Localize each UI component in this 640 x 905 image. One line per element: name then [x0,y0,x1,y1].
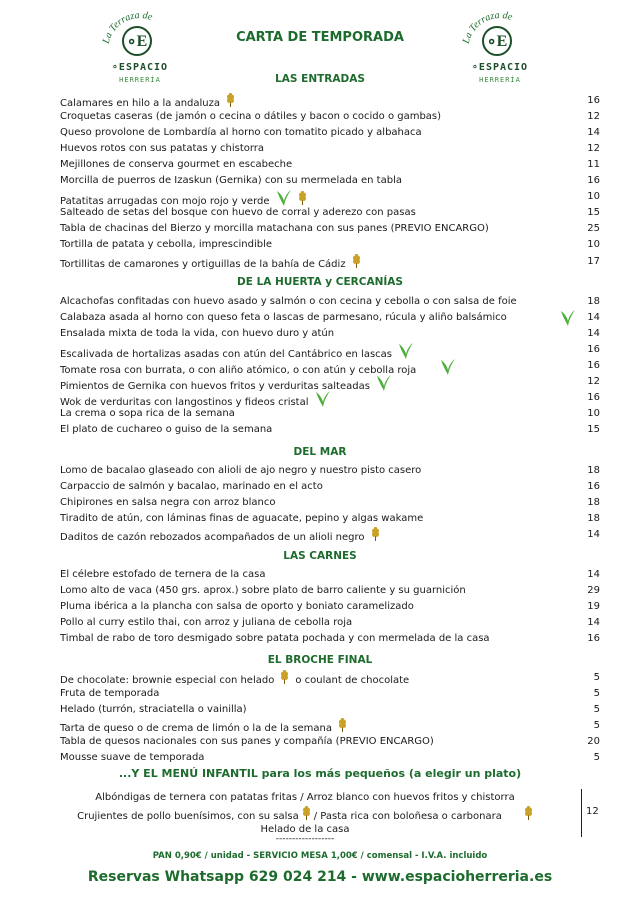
menu-item-price: 11 [587,159,600,171]
menu-item-text: Tomate rosa con burrata, o con aliño atómico, o con atún y cebolla roja [60,365,417,377]
menu-item [60,254,600,270]
kids-line-1: Albóndigas de ternera con patatas fritas / Arroz blanco con huevos fritos y chistorra [95,792,515,803]
section-mar: DEL MAR [293,446,347,458]
menu-item-text: Salteado de setas del bosque con huevo de corral y aderezo con pasas [60,207,416,219]
menu-item-name [60,599,414,615]
menu-item [60,583,600,599]
menu-item-text: Chipirones en salsa negra con arroz blanco [60,497,276,509]
menu-item-text: Timbal de rabo de toro desmigado sobre patata pochada y con mermelada de la casa [60,633,490,645]
menu-item-text: Tortilla de patata y cebolla, imprescindible [60,239,273,251]
menu-item [60,141,600,157]
menu-item [60,237,600,253]
menu-item-text: Helado (turrón, straciatella o vainilla) [60,704,247,716]
menu-item [60,157,600,173]
menu-item-text: La crema o sopa rica de la semana [60,408,235,420]
menu-item [60,93,600,109]
menu-item [60,342,600,361]
menu-item-price: 10 [587,239,600,251]
menu-item [60,406,600,422]
menu-item-text: De chocolate: brownie especial con helado [60,675,275,686]
menu-item-text: Lomo alto de vaca (450 grs. aprox.) sobre plato de barro caliente y su guarnición [60,585,466,597]
menu-item-name [60,750,204,766]
menu-item-text: Pluma ibérica a la plancha con salsa de oporto y boniato caramelizado [60,601,414,613]
menu-item-price: 5 [593,672,600,683]
menu-item [60,189,600,208]
menu-item [60,495,600,511]
menu-item-text: Escalivada de hortalizas asadas con atún del Cantábrico en lascas [60,349,393,361]
menu-item [60,310,600,326]
menu-item-price: 12 [587,111,600,123]
menu-item-price: 16 [587,344,600,356]
menu-item-text: El célebre estofado de ternera de la casa [60,569,266,580]
menu-item-text: Mousse suave de temporada [60,752,205,764]
logo-mark: ∘E [122,26,152,56]
menu-item-price: 16 [587,392,600,404]
menu-item-name [60,463,421,479]
menu-item [60,631,600,647]
menu-item-name [60,173,402,189]
menu-item-name [60,205,416,221]
svg-text:La Terraza de: La Terraza de [460,10,514,45]
menu-item-name [60,326,334,342]
menu-item-price: 16 [587,633,600,645]
menu-item-name [60,109,441,125]
menu-item-name [60,294,517,310]
menu-item-text: Tabla de quesos nacionales con sus panes y compañía (PREVIO ENCARGO) [60,736,434,748]
logo-brand: ∘ESPACIO [471,62,529,73]
menu-item-text: Pimientos de Gernika con huevos fritos y verduritas salteadas [60,381,370,393]
menu-item-text: Tortillitas de camarones y ortiguillas de la bahía de Cádiz [60,258,346,270]
footer-note: PAN 0,90€ / unidad - SERVICIO MESA 1,00€ / comensal - I.V.A. incluido [152,851,488,861]
menu-item-text: Calamares en hilo a la andaluza [60,98,221,109]
menu-item [60,599,600,615]
menu-item-name [60,254,361,274]
menu-item-price: 5 [593,688,600,700]
gluten-icon [371,527,380,547]
menu-item-price: 12 [587,376,600,388]
menu-item-name [60,422,272,438]
menu-item-name [60,615,352,631]
menu-item-name [60,157,292,173]
menu-item-price: 14 [587,312,600,324]
menu-item-price: 10 [587,408,600,420]
menu-item-text: Pollo al curry estilo thai, con arroz y juliana de cebolla roja [60,617,353,629]
menu-item-name [60,631,490,647]
menu-item-price: 10 [587,191,600,203]
kids-line-2a: Crujientes de pollo buenísimos, con su salsa [77,811,299,822]
logo-brand: ∘ESPACIO [111,62,169,73]
menu-item-price: 14 [587,569,600,580]
menu-item-name [60,583,466,599]
menu-item-name [60,125,422,141]
menu-item [60,527,600,543]
menu-item-price: 14 [587,529,600,541]
gluten-icon [352,254,361,274]
section-broche: EL BROCHE FINAL [267,654,373,666]
menu-item-price: 18 [587,296,600,307]
menu-item-price: 25 [587,223,600,235]
menu-item-text: Alcachofas confitadas con huevo asado y salmón o con cecina y cebolla o con salsa de foie [60,296,517,307]
menu-item-text: Tabla de chacinas del Bierzo y morcilla matachana con sus panes (PREVIO ENCARGO) [60,223,489,235]
menu-item [60,567,600,583]
menu-item-price: 5 [593,720,600,732]
menu-item-text: Ensalada mixta de toda la vida, con huevo duro y atún [60,328,335,340]
menu-item [60,615,600,631]
menu-item-price: 14 [587,328,600,340]
menu-item-name [60,141,264,157]
menu-item-price: 14 [587,127,600,139]
menu-item-price: 29 [587,585,600,597]
menu-item [60,718,600,734]
menu-item-text: Patatitas arrugadas con mojo rojo y verde [60,196,270,208]
kids-price: 12 [586,806,599,817]
menu-item [60,670,600,686]
section-huerta: DE LA HUERTA y CERCANÍAS [237,276,403,288]
menu-item-price: 15 [587,424,600,436]
menu-item-name [60,511,423,527]
menu-item-name [60,702,247,718]
menu-item-text: Lomo de bacalao glaseado con alioli de ajo negro y nuestro pisto casero [60,465,422,476]
menu-item-text: Mejillones de conserva gourmet en escabeche [60,159,293,171]
menu-item-text: Daditos de cazón rebozados acompañados de un alioli negro [60,532,365,544]
menu-item [60,734,600,750]
menu-item-price: 19 [587,601,600,613]
menu-item-price: 12 [587,143,600,155]
menu-item [60,109,600,125]
menu-item-text: Fruta de temporada [60,688,160,700]
menu-item [60,173,600,189]
menu-item-text: Carpaccio de salmón y bacalao, marinado en el acto [60,481,323,493]
menu-item-text-2: o coulant de chocolate [295,675,410,686]
menu-item-price: 18 [587,497,600,509]
menu-item [60,479,600,495]
menu-item-text: Wok de verduritas con langostinos y fideos cristal [60,397,309,409]
page-title: CARTA DE TEMPORADA [236,30,404,45]
kids-price-divider [581,789,582,837]
section-carnes: LAS CARNES [283,550,357,562]
logo-mark: ∘E [482,26,512,56]
menu-item-text: Croquetas caseras (de jamón o cecina o dátiles y bacon o cocido o gambas) [60,111,442,123]
menu-item-price: 18 [587,465,600,476]
menu-item [60,358,600,377]
menu-item-price: 5 [593,752,600,764]
menu-item-price: 14 [587,617,600,629]
menu-item-text: Morcilla de puerros de Izaskun (Gernika) con su mermelada en tabla [60,175,402,187]
svg-text:La Terraza de: La Terraza de [100,10,154,45]
menu-item-name [60,686,159,702]
kids-line-2b: / Pasta rica con boloñesa o carbonara [313,811,502,822]
menu-item-name [60,310,507,326]
menu-item-price: 5 [593,704,600,716]
menu-item [60,686,600,702]
section-entradas: LAS ENTRADAS [275,73,365,85]
menu-item [60,422,600,438]
menu-item-price: 17 [587,255,600,267]
menu-item [60,221,600,237]
menu-item-text: Tarta de queso o de crema de limón o la de la semana [60,723,332,735]
menu-item-price: 16 [587,481,600,493]
menu-item [60,463,600,479]
kids-menu-title: ...Y EL MENÚ INFANTIL para los más pequeños (a elegir un plato) [118,767,522,780]
menu-item-price: 15 [587,207,600,219]
menu-item-text: El plato de cuchareo o guiso de la semana [60,424,273,436]
menu-item-price: 18 [587,513,600,525]
menu-item-price: 16 [587,175,600,187]
menu-item-name [60,527,380,547]
menu-item-name [60,495,276,511]
menu-item [60,125,600,141]
menu-item-price: 16 [587,360,600,372]
menu-item-text: Tiradito de atún, con láminas finas de aguacate, pepino y algas wakame [60,513,424,525]
menu-item [60,205,600,221]
logo-sub: HERRERÍA [119,76,161,84]
kids-line-3: Helado de la casa [260,824,350,835]
menu-item-price: 20 [587,736,600,748]
menu-item [60,374,600,393]
menu-item [60,326,600,342]
menu-item-name [60,237,272,253]
menu-item-text: Queso provolone de Lombardía al horno con tomatito picado y albahaca [60,127,422,139]
logo-sub: HERRERÍA [479,76,521,84]
menu-item-name [60,479,323,495]
menu-item [60,702,600,718]
menu-item-text: Calabaza asada al horno con queso feta o lascas de parmesano, rúcula y aliño balsámico [60,312,507,324]
menu-item-text: Huevos rotos con sus patatas y chistorra [60,143,265,155]
menu-item [60,390,600,409]
menu-item-price: 16 [587,95,600,106]
menu-item-name [60,406,235,422]
menu-item [60,511,600,527]
menu-item [60,750,600,766]
menu-item [60,294,600,310]
kids-divider: ------------------ [275,834,335,844]
menu-item-name [60,567,265,583]
menu-item-name [60,221,489,237]
menu-item-name [60,734,434,750]
footer-reservations: Reservas Whatsapp 629 024 214 - www.espacioherreria.es [87,869,553,885]
